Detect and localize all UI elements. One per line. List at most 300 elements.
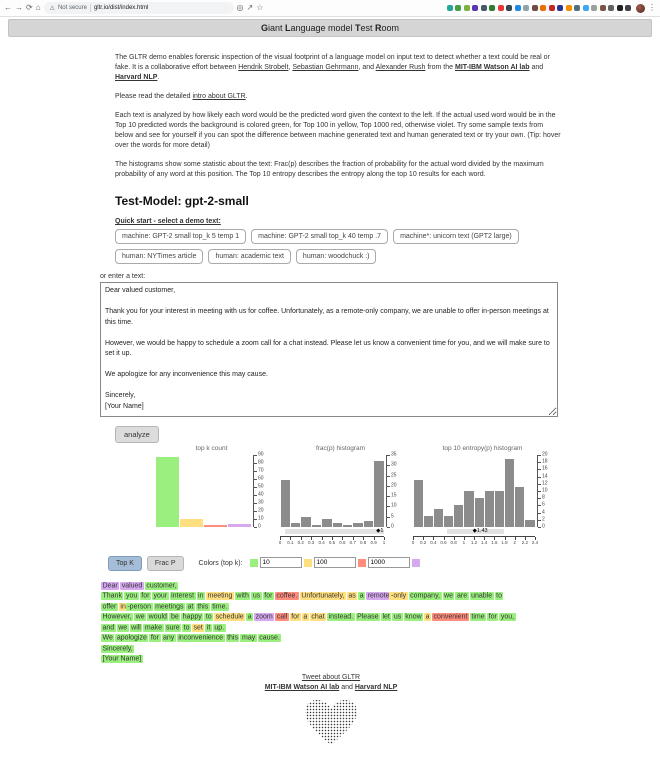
link[interactable]: intro about GLTR <box>192 93 246 100</box>
text-segment: , <box>288 64 293 71</box>
extension-icon[interactable] <box>515 5 521 11</box>
demo-text-button[interactable]: human: woodchuck :) <box>296 249 377 264</box>
chart-plot <box>155 455 251 527</box>
analyzed-line <box>101 592 561 603</box>
extension-icon[interactable] <box>574 5 580 11</box>
reload-icon[interactable]: ⟳ <box>26 3 33 12</box>
text-segment: and <box>529 64 544 71</box>
extension-icon[interactable] <box>600 5 606 11</box>
word-token[interactable]: this <box>197 603 209 610</box>
word-token[interactable]: we <box>135 613 145 621</box>
word-token[interactable]: company, <box>410 592 441 600</box>
y-tick <box>538 477 541 478</box>
x-tick-label: 0.2 <box>297 539 304 545</box>
color-swatch <box>412 559 420 567</box>
word-token[interactable]: to <box>183 624 190 631</box>
y-tick <box>538 513 541 514</box>
y-tick <box>387 455 390 456</box>
word-token[interactable]: [Your Name] <box>102 655 142 663</box>
y-tick <box>387 506 390 507</box>
y-tick <box>387 496 390 497</box>
word-token[interactable]: for <box>264 592 273 600</box>
y-tick <box>254 511 257 512</box>
slider-handle[interactable]: ◆1.43 <box>472 528 488 534</box>
text-input[interactable] <box>100 282 558 417</box>
word-token[interactable]: We <box>102 634 113 642</box>
word-token[interactable]: are <box>456 592 468 600</box>
y-tick-label: 60 <box>258 475 264 482</box>
word-token[interactable]: valued <box>121 582 143 589</box>
x-tick-label: 2 <box>513 539 516 545</box>
demo-text-button[interactable]: machine: GPT-2 small top_k 40 temp .7 <box>251 229 388 244</box>
y-tick-label: 6 <box>542 501 545 508</box>
y-tick <box>254 463 257 464</box>
text-segment: The GLTR demo enables forensic inspection of the visual footprint of a language model on input text to detect whether a text could be real or fake. It is a collaborative effort between <box>115 54 550 71</box>
entropy-histogram-chart[interactable] <box>413 445 552 546</box>
word-token[interactable]: interest <box>171 592 195 600</box>
demo-buttons-group <box>115 229 555 264</box>
word-token[interactable]: set <box>193 624 203 631</box>
chart-bar <box>525 520 534 527</box>
y-axis <box>537 451 552 530</box>
analyzed-line <box>101 623 561 634</box>
y-tick <box>254 527 257 528</box>
word-token[interactable]: it <box>206 624 211 631</box>
threshold-slider[interactable] <box>280 528 384 535</box>
chart-bar <box>424 516 433 527</box>
model-heading: Test-Model: gpt-2-small <box>115 194 249 208</box>
chart-bar <box>444 516 453 527</box>
y-tick <box>254 519 257 520</box>
extension-icon[interactable] <box>498 5 504 11</box>
browser-menu-icon[interactable]: ⋮ <box>648 3 656 12</box>
color-swatch <box>358 559 366 567</box>
text-segment: . <box>245 93 248 100</box>
y-tick <box>538 505 541 506</box>
word-token[interactable]: in <box>198 592 204 600</box>
word-token[interactable]: However, <box>102 613 132 621</box>
chart-bar <box>495 491 504 527</box>
extension-icon[interactable] <box>557 5 563 11</box>
y-tick-label: 40 <box>258 491 264 498</box>
y-tick-label: 50 <box>258 483 264 490</box>
word-token[interactable]: a <box>247 613 252 621</box>
y-tick <box>387 476 390 477</box>
chart-bar <box>291 523 300 527</box>
extension-icon[interactable] <box>455 5 461 11</box>
extension-icon[interactable] <box>532 5 538 11</box>
back-icon[interactable]: ← <box>4 3 12 12</box>
word-token[interactable]: to <box>205 613 212 621</box>
y-tick-label: 8 <box>542 494 545 501</box>
text-segment: est <box>360 23 376 33</box>
x-tick-label: 2.2 <box>521 539 528 545</box>
word-token[interactable]: to <box>496 592 502 600</box>
y-tick-label: 10 <box>258 515 264 522</box>
analyzed-line <box>101 634 561 645</box>
y-tick-label: 10 <box>391 502 397 509</box>
chart-bar <box>464 491 473 527</box>
x-tick-label: 0.7 <box>349 539 356 545</box>
chart-bar <box>454 505 463 527</box>
link[interactable]: Harvard NLP <box>115 74 158 81</box>
word-token[interactable]: time <box>471 613 485 621</box>
word-token[interactable]: inconvenience <box>178 634 224 642</box>
y-tick <box>387 517 390 518</box>
word-token[interactable]: time. <box>212 603 228 610</box>
colors-label: Colors (top k): <box>198 559 243 567</box>
forward-icon[interactable]: → <box>15 3 23 12</box>
text-segment: T <box>355 23 361 33</box>
text-segment: iant <box>267 23 285 33</box>
extension-icon[interactable] <box>549 5 555 11</box>
fracp-histogram-chart[interactable] <box>280 445 401 546</box>
chart-plot <box>413 455 535 527</box>
analyzed-line <box>101 655 561 666</box>
word-token[interactable]: customer, <box>146 582 177 589</box>
chart-title: top 10 entropy(p) histogram <box>442 445 523 452</box>
y-tick-label: 20 <box>391 482 397 489</box>
slider-handle[interactable]: ◆1 <box>376 528 384 534</box>
y-tick <box>538 491 541 492</box>
extension-icon[interactable] <box>591 5 597 11</box>
chart-bar <box>475 498 484 527</box>
color-threshold-inputs <box>248 554 422 572</box>
x-tick-label: 0.3 <box>308 539 315 545</box>
word-token[interactable]: Sincerely, <box>102 645 133 652</box>
word-token[interactable]: and <box>102 624 115 631</box>
url-divider <box>90 4 91 12</box>
word-token[interactable]: will <box>131 624 141 631</box>
word-token[interactable]: this <box>227 634 238 642</box>
home-icon[interactable]: ⌂ <box>35 3 41 12</box>
extension-icon[interactable] <box>506 5 512 11</box>
word-token[interactable]: zoom <box>255 613 273 621</box>
word-token[interactable]: may <box>241 634 256 642</box>
y-tick-label: 25 <box>391 472 397 479</box>
y-tick-label: 14 <box>542 473 548 480</box>
chart-bar <box>180 519 203 527</box>
word-token[interactable]: Unfortunately, <box>301 592 345 600</box>
y-axis <box>253 451 268 530</box>
analyzed-text <box>101 581 561 665</box>
analyzed-line <box>101 613 561 624</box>
x-tick-label: 0.6 <box>339 539 346 545</box>
text-segment: L <box>284 23 291 33</box>
extension-icon[interactable] <box>583 5 589 11</box>
x-tick-label: 0.1 <box>287 539 294 545</box>
y-tick <box>538 462 541 463</box>
word-token[interactable]: meeting <box>207 592 233 600</box>
chart-bar <box>312 525 321 527</box>
word-token[interactable]: in <box>120 603 126 610</box>
url-bar[interactable] <box>44 2 234 14</box>
chart-bar <box>414 480 423 527</box>
topk-threshold-input[interactable] <box>260 557 302 568</box>
extension-icon[interactable] <box>523 5 529 11</box>
page-title <box>8 19 652 37</box>
chart-bar <box>434 509 443 527</box>
link[interactable]: Alexander Rush <box>375 64 426 71</box>
not-secure-icon: ⚠ <box>49 5 55 12</box>
y-tick-label: 16 <box>542 465 548 472</box>
text-segment: from the <box>425 64 455 71</box>
y-tick <box>254 455 257 456</box>
x-tick-label: 0.4 <box>318 539 325 545</box>
chart-bar <box>281 480 290 527</box>
topk-threshold-input[interactable] <box>368 557 410 568</box>
word-token[interactable]: your <box>153 592 168 600</box>
word-token[interactable]: Please <box>357 613 379 621</box>
y-tick <box>538 527 541 528</box>
x-tick-label: 2.4 <box>531 539 539 545</box>
mit-ibm-link[interactable]: MIT-IBM Watson AI lab <box>264 684 340 691</box>
word-token[interactable]: chat <box>311 613 325 621</box>
word-token[interactable]: for <box>141 592 150 600</box>
y-tick-label: 4 <box>542 509 545 516</box>
y-tick <box>254 471 257 472</box>
text-segment: G <box>260 23 268 33</box>
y-tick <box>538 455 541 456</box>
link[interactable]: MIT-IBM Watson AI lab <box>455 64 530 71</box>
chart-title: top k count <box>195 445 228 452</box>
x-tick-label: 1.6 <box>491 539 498 545</box>
analyzed-line <box>101 644 561 655</box>
y-tick-label: 80 <box>258 459 264 466</box>
word-token[interactable]: a <box>303 613 308 621</box>
word-token[interactable]: you <box>125 592 138 600</box>
y-tick-label: 2 <box>542 516 545 523</box>
demo-text-button[interactable]: machine: GPT-2 small top_k 5 temp 1 <box>115 229 246 244</box>
link[interactable]: Hendrik Strobelt <box>238 64 289 71</box>
word-token[interactable]: unable <box>471 592 493 600</box>
x-tick-label: 1.8 <box>501 539 508 545</box>
y-tick <box>254 487 257 488</box>
text-segment: , and <box>358 64 376 71</box>
page-title-text <box>261 23 399 33</box>
word-token[interactable]: we <box>118 624 128 631</box>
word-token[interactable]: remote <box>367 592 390 600</box>
threshold-slider[interactable] <box>413 528 535 535</box>
word-token[interactable]: offer <box>102 603 117 610</box>
y-tick-label: 30 <box>391 461 397 468</box>
word-token[interactable]: would <box>148 613 167 621</box>
y-tick <box>254 503 257 504</box>
chart-title: frac(p) histogram <box>315 445 366 452</box>
word-token[interactable]: with <box>236 592 249 600</box>
y-tick-label: 18 <box>542 458 548 465</box>
word-token[interactable]: let <box>382 613 390 621</box>
word-token[interactable]: meetings <box>155 603 184 610</box>
extension-icons[interactable] <box>268 5 631 11</box>
extension-icon[interactable] <box>566 5 572 11</box>
word-token[interactable]: at <box>187 603 194 610</box>
word-token[interactable]: know <box>405 613 422 621</box>
browser-chrome <box>0 0 660 17</box>
word-token[interactable]: us <box>252 592 261 600</box>
text-segment: Please read the detailed <box>115 93 193 100</box>
x-axis <box>411 536 539 546</box>
x-tick-label: 0.4 <box>430 539 437 545</box>
heart-image <box>303 699 359 747</box>
color-swatch <box>304 559 312 567</box>
y-tick <box>387 465 390 466</box>
y-tick-label: 5 <box>391 513 394 520</box>
y-tick <box>254 479 257 480</box>
enter-text-label: or enter a text: <box>100 273 146 280</box>
y-tick-label: 12 <box>542 480 548 487</box>
word-token[interactable]: sure <box>166 624 180 631</box>
word-token[interactable]: us <box>393 613 402 621</box>
fracp-mode-button[interactable]: Frac P <box>147 556 184 571</box>
word-token[interactable]: convenient <box>433 613 468 621</box>
word-token[interactable]: a <box>359 592 364 600</box>
intro-paragraph <box>115 53 562 83</box>
word-token[interactable]: any <box>163 634 175 642</box>
extension-icon[interactable] <box>608 5 614 11</box>
not-secure-label: Not secure <box>57 5 87 11</box>
x-tick-label: 0.6 <box>440 539 447 545</box>
chart-bar <box>204 525 227 527</box>
word-token[interactable]: instead. <box>328 613 354 621</box>
word-token[interactable]: we <box>444 592 453 600</box>
x-tick-label: 1.2 <box>470 539 478 545</box>
x-tick-label: 0.8 <box>450 539 457 545</box>
x-tick-label: 1 <box>382 539 386 545</box>
extension-icon[interactable] <box>540 5 546 11</box>
y-tick-label: 0 <box>542 523 545 530</box>
word-token[interactable]: for <box>150 634 160 642</box>
x-tick-label: 0 <box>278 539 282 545</box>
y-tick-label: 20 <box>258 507 264 514</box>
share-icon[interactable]: ↗ <box>246 3 254 12</box>
chart-bar <box>485 491 494 527</box>
word-token[interactable]: Thank <box>102 592 122 600</box>
y-tick-label: 20 <box>542 451 548 458</box>
word-token[interactable]: call <box>276 613 288 621</box>
extension-icon[interactable] <box>625 5 631 11</box>
quick-start-label: Quick start - select a demo text: <box>115 218 221 225</box>
chart-bar <box>515 487 524 527</box>
word-token[interactable]: coffee. <box>276 592 298 600</box>
x-tick-label: 1.4 <box>481 539 488 545</box>
extension-icon[interactable] <box>489 5 495 11</box>
word-token[interactable]: cause. <box>259 634 280 642</box>
y-tick-label: 0 <box>258 523 261 530</box>
y-tick <box>538 520 541 521</box>
word-token[interactable]: make <box>144 624 162 631</box>
text-segment: oom <box>381 23 400 33</box>
analyzed-line <box>101 602 561 613</box>
chart-bar <box>333 523 342 527</box>
text-segment: . <box>157 74 160 81</box>
text-segment: anguage model <box>290 23 356 33</box>
extension-icon[interactable] <box>464 5 470 11</box>
word-token[interactable]: for <box>291 613 300 621</box>
word-token[interactable]: apologize <box>116 634 147 642</box>
explanation-paragraph: Each text is analyzed by how likely each word would be the predicted word given the context to the left. If the actual used word would be in the Top 10 predicted words the background is colored green, for Top 100 in yellow, Top 1000 red, otherwise violet. Try some sample texts from below and see for yourself if you can spot the difference between machine generated text and human generated text or try your own. (Tip: hover over the words for more detail) <box>115 112 561 149</box>
word-token[interactable]: you, <box>500 613 515 621</box>
y-tick <box>538 484 541 485</box>
y-tick <box>538 498 541 499</box>
y-tick-label: 35 <box>391 451 397 458</box>
word-token[interactable]: -only <box>390 592 407 600</box>
word-token[interactable]: up. <box>214 624 225 631</box>
y-tick-label: 30 <box>258 499 264 506</box>
topk-count-chart <box>155 445 268 546</box>
analyze-button[interactable]: analyze <box>115 426 159 443</box>
link[interactable]: Sebastian Gehrmann <box>292 64 359 71</box>
topk-mode-button[interactable]: Top K <box>108 556 142 571</box>
word-token[interactable]: happy <box>182 613 202 621</box>
url-text: gltr.io/dist/index.html <box>93 5 149 11</box>
color-swatch <box>250 559 258 567</box>
x-tick-label: 0.9 <box>370 539 377 545</box>
demo-text-button[interactable]: human: NYTimes article <box>115 249 203 264</box>
x-tick-label: 0 <box>411 539 415 545</box>
y-tick <box>387 527 390 528</box>
chart-bar <box>228 524 251 527</box>
bookmark-star-icon[interactable]: ☆ <box>256 3 264 12</box>
demo-text-button[interactable]: human: academic text <box>208 249 290 264</box>
y-tick-label: 10 <box>542 487 548 494</box>
tweet-link[interactable]: Tweet about GLTR <box>301 674 361 681</box>
text-segment: R <box>375 23 382 33</box>
word-token[interactable]: Dear <box>102 582 118 589</box>
main-content <box>100 37 562 747</box>
extension-icon[interactable] <box>447 5 453 11</box>
histograms-paragraph: The histograms show some statistic about the text: Frac(p) describes the fraction of probability for the actual word divided by the maximum probability of any word at this position. The Top 10 entropy describes the entropy along the top 10 results for each word. <box>115 161 544 178</box>
y-tick <box>538 469 541 470</box>
slider-track[interactable] <box>285 529 384 534</box>
word-token[interactable]: be <box>170 613 179 621</box>
chart-bar <box>353 523 362 527</box>
y-tick <box>254 495 257 496</box>
zoom-icon[interactable]: ◎ <box>236 3 244 12</box>
x-tick-label: 1 <box>462 539 466 545</box>
topk-threshold-input[interactable] <box>314 557 356 568</box>
chart-bar <box>343 525 352 527</box>
word-token[interactable]: as <box>348 592 356 600</box>
footer-and-text: and <box>341 684 353 691</box>
chart-bar <box>374 461 383 527</box>
x-tick-label: 0.2 <box>420 539 427 545</box>
extension-icon[interactable] <box>617 5 623 11</box>
x-axis <box>280 536 384 546</box>
extension-icon[interactable] <box>472 5 478 11</box>
y-tick <box>387 486 390 487</box>
chart-bar <box>505 459 514 527</box>
analyzed-line <box>101 581 561 592</box>
x-tick-label: 0.8 <box>360 539 367 545</box>
word-token[interactable]: -person <box>127 603 152 610</box>
chart-bar <box>301 517 310 527</box>
y-tick-label: 15 <box>391 492 397 499</box>
chart-plot <box>280 455 384 527</box>
x-tick-label: 0.5 <box>328 539 336 545</box>
chart-bar <box>156 457 179 527</box>
harvard-nlp-link[interactable]: Harvard NLP <box>354 684 398 691</box>
extension-icon[interactable] <box>481 5 487 11</box>
word-token[interactable]: schedule <box>215 613 244 621</box>
word-token[interactable]: a <box>425 613 430 621</box>
profile-avatar[interactable] <box>636 4 645 13</box>
word-token[interactable]: for <box>488 613 497 621</box>
y-tick-label: 0 <box>391 523 394 530</box>
controls-row <box>108 554 562 572</box>
y-axis <box>386 451 401 530</box>
demo-text-button[interactable]: machine*: unicorn text (GPT2 large) <box>393 229 519 244</box>
